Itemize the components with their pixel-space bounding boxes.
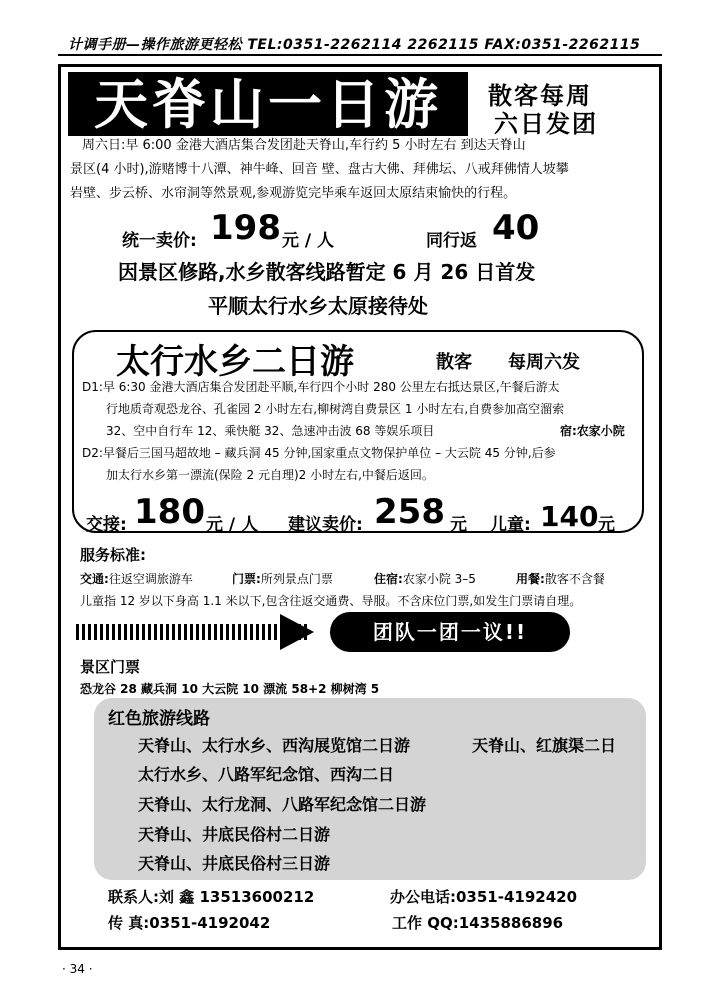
tour2-d1-line-1: D1:早 6:30 金港大酒店集合发团赴平顺,车行四个小时 280 公里左右抵达景区,午餐后游太 <box>82 380 560 394</box>
header-contact-line: 计调手册—操作旅游更轻松 TEL:0351-2262114 2262115 FAX:0351-2262115 <box>68 37 641 53</box>
tour2-child-label: 儿童: <box>490 515 531 535</box>
arrow-right-icon <box>280 614 314 650</box>
tour2-pickup-label: 交接: <box>86 515 127 535</box>
service-traffic <box>80 570 193 587</box>
tour1-price-unit: 元 / 人 <box>282 231 335 251</box>
tour2-pickup-price: 180 <box>134 492 205 532</box>
route-item-2: 天脊山、红旗渠二日 <box>472 736 617 755</box>
service-lodging-label: 住宿: <box>374 572 403 586</box>
tour2-tag-individual: 散客 <box>436 352 472 373</box>
service-meal <box>516 570 605 587</box>
tour1-title: 天脊山一日游 <box>68 72 468 136</box>
tour2-suggest-unit: 元 <box>450 515 467 535</box>
tour2-d1-line-3: 32、空中自行车 12、乘快艇 32、急速冲击波 68 等娱乐项目 <box>106 424 435 438</box>
contact-fax <box>108 912 270 933</box>
contact-person-value: 刘 鑫 13513600212 <box>159 888 315 906</box>
contact-qq <box>392 912 563 933</box>
tour1-price-label: 统一卖价: <box>122 231 197 251</box>
service-traffic-value: 往返空调旅游车 <box>108 572 193 586</box>
tour1-desc-line-1: 周六日:早 6:00 金港大酒店集合发团赴天脊山,车行约 5 小时左右 到达天脊山 <box>82 138 526 153</box>
red-routes-title: 红色旅游线路 <box>108 709 210 729</box>
tour2-child-price: 140 <box>540 500 599 533</box>
contact-qq-value: 1435886896 <box>458 914 564 932</box>
tour2-stay: 宿:农家小院 <box>560 424 625 438</box>
service-ticket <box>232 570 333 587</box>
tour1-price: 198 <box>210 208 281 248</box>
route-item-5: 天脊山、井底民俗村二日游 <box>138 825 331 844</box>
tour2-title: 太行水乡二日游 <box>116 342 354 382</box>
notice-line-1: 因景区修路,水乡散客线路暂定 6 月 26 日首发 <box>118 260 536 284</box>
route-item-3: 太行水乡、八路军纪念馆、西沟二日 <box>138 765 395 784</box>
tour2-pickup-unit: 元 / 人 <box>206 515 259 535</box>
page-number: · 34 · <box>62 962 93 976</box>
route-item-1: 天脊山、太行水乡、西沟展览馆二日游 <box>138 736 411 755</box>
service-ticket-label: 门票: <box>232 572 261 586</box>
tour1-desc-line-2: 景区(4 小时),游赌博十八潭、神牛峰、回音 壁、盘古大佛、拜佛坛、八戒拜佛情人坡攀 <box>70 162 569 177</box>
tour1-tag-weekend: 六日发团 <box>494 110 598 138</box>
tour2-child-unit: 元 <box>598 515 615 535</box>
route-item-6: 天脊山、井底民俗村三日游 <box>138 854 331 873</box>
header-rule <box>58 54 662 56</box>
contact-person <box>108 886 314 907</box>
service-meal-value: 散客不含餐 <box>544 572 605 586</box>
service-ticket-value: 所列景点门票 <box>260 572 333 586</box>
contact-office-value: 0351-4192420 <box>456 888 578 906</box>
service-lodging-value: 农家小院 3–5 <box>402 572 476 586</box>
contact-office-label: 办公电话: <box>390 888 456 906</box>
service-title: 服务标准: <box>80 546 146 564</box>
tour1-rebate-label: 同行返 <box>426 231 477 251</box>
tour1-rebate: 40 <box>492 208 540 248</box>
service-traffic-label: 交通: <box>80 572 109 586</box>
banner-dash-bar <box>76 624 308 640</box>
contact-office <box>390 886 577 907</box>
tour1-desc-line-3: 岩壁、步云桥、水帘洞等然景观,参观游览完毕乘车返回太原结束愉快的行程。 <box>70 186 517 201</box>
tickets-line: 恐龙谷 28 藏兵洞 10 大云院 10 漂流 58+2 柳树湾 5 <box>80 682 380 696</box>
banner-group-pill: 团队一团一议!! <box>330 612 570 652</box>
route-item-4: 天脊山、太行龙洞、八路军纪念馆二日游 <box>138 795 427 814</box>
tour2-d2-line-1: D2:早餐后三国马超故地 – 藏兵洞 45 分钟,国家重点文物保护单位 – 大云院 45 分钟,后参 <box>82 446 556 460</box>
tour1-tag-weekly: 散客每周 <box>488 82 592 110</box>
notice-line-2: 平顺太行水乡太原接待处 <box>208 294 428 318</box>
tour2-suggest-price: 258 <box>374 492 445 532</box>
tour2-tag-saturday: 每周六发 <box>508 352 580 373</box>
contact-fax-label: 传 真: <box>108 914 150 932</box>
tour2-d1-line-2: 行地质奇观恐龙谷、孔雀园 2 小时左右,柳树湾自费景区 1 小时左右,自费参加高空溜索 <box>106 402 565 416</box>
tickets-title: 景区门票 <box>80 658 141 676</box>
service-meal-label: 用餐: <box>516 572 545 586</box>
contact-qq-label: 工作 QQ: <box>392 914 459 932</box>
service-lodging <box>374 570 476 587</box>
contact-person-label: 联系人: <box>108 888 159 906</box>
service-note: 儿童指 12 岁以下身高 1.1 米以下,包含往返交通费、导服。不含床位门票,如发生门票请自理。 <box>80 594 582 608</box>
tour2-suggest-label: 建议卖价: <box>288 515 363 535</box>
contact-fax-value: 0351-4192042 <box>149 914 271 932</box>
tour2-d2-line-2: 加太行水乡第一漂流(保险 2 元自理)2 小时左右,中餐后返回。 <box>106 468 434 482</box>
